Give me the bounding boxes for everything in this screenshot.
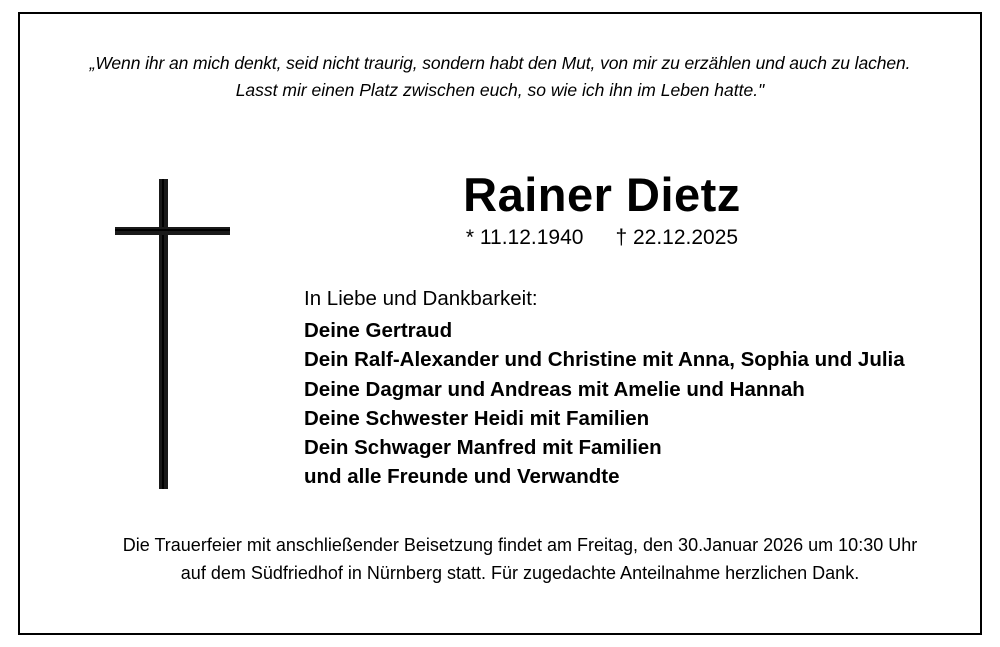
memorial-quote-line-2: Lasst mir einen Platz zwischen euch, so wie ich ihn im Leben hatte." [235,80,765,101]
life-dates [282,226,922,250]
obituary-notice-frame [18,12,982,635]
birth-date: * 11.12.1940 [465,225,584,249]
family-line: Deine Gertraud [304,319,453,343]
cross-icon [115,179,235,489]
memorial-quote-line-1: „Wenn ihr an mich denkt, seid nicht traurig, sondern habt den Mut, von mir zu erzählen und auch zu lachen. [89,53,911,73]
family-line: Dein Schwager Manfred mit Familien [304,435,662,459]
funeral-details [60,532,980,588]
family-block [282,284,982,491]
death-date: † 22.12.2025 [615,225,739,249]
family-line: Deine Schwester Heidi mit Familien [304,406,650,430]
deceased-block [282,169,982,491]
family-line: Deine Dagmar und Andreas mit Amelie und Hannah [304,377,805,401]
memorial-quote [50,50,950,104]
deceased-name: Rainer Dietz [463,168,741,221]
family-line: Dein Ralf-Alexander und Christine mit Anna, Sophia und Julia [304,348,905,372]
funeral-details-line-1: Die Trauerfeier mit anschließender Beisetzung findet am Freitag, den 30.Januar 2026 um 10:30 Uhr [122,535,918,555]
funeral-details-line-2: auf dem Südfriedhof in Nürnberg statt. Für zugedachte Anteilnahme herzlichen Dank. [180,562,860,583]
family-intro: In Liebe und Dankbarkeit: [304,286,538,310]
family-line: und alle Freunde und Verwandte [304,464,620,488]
